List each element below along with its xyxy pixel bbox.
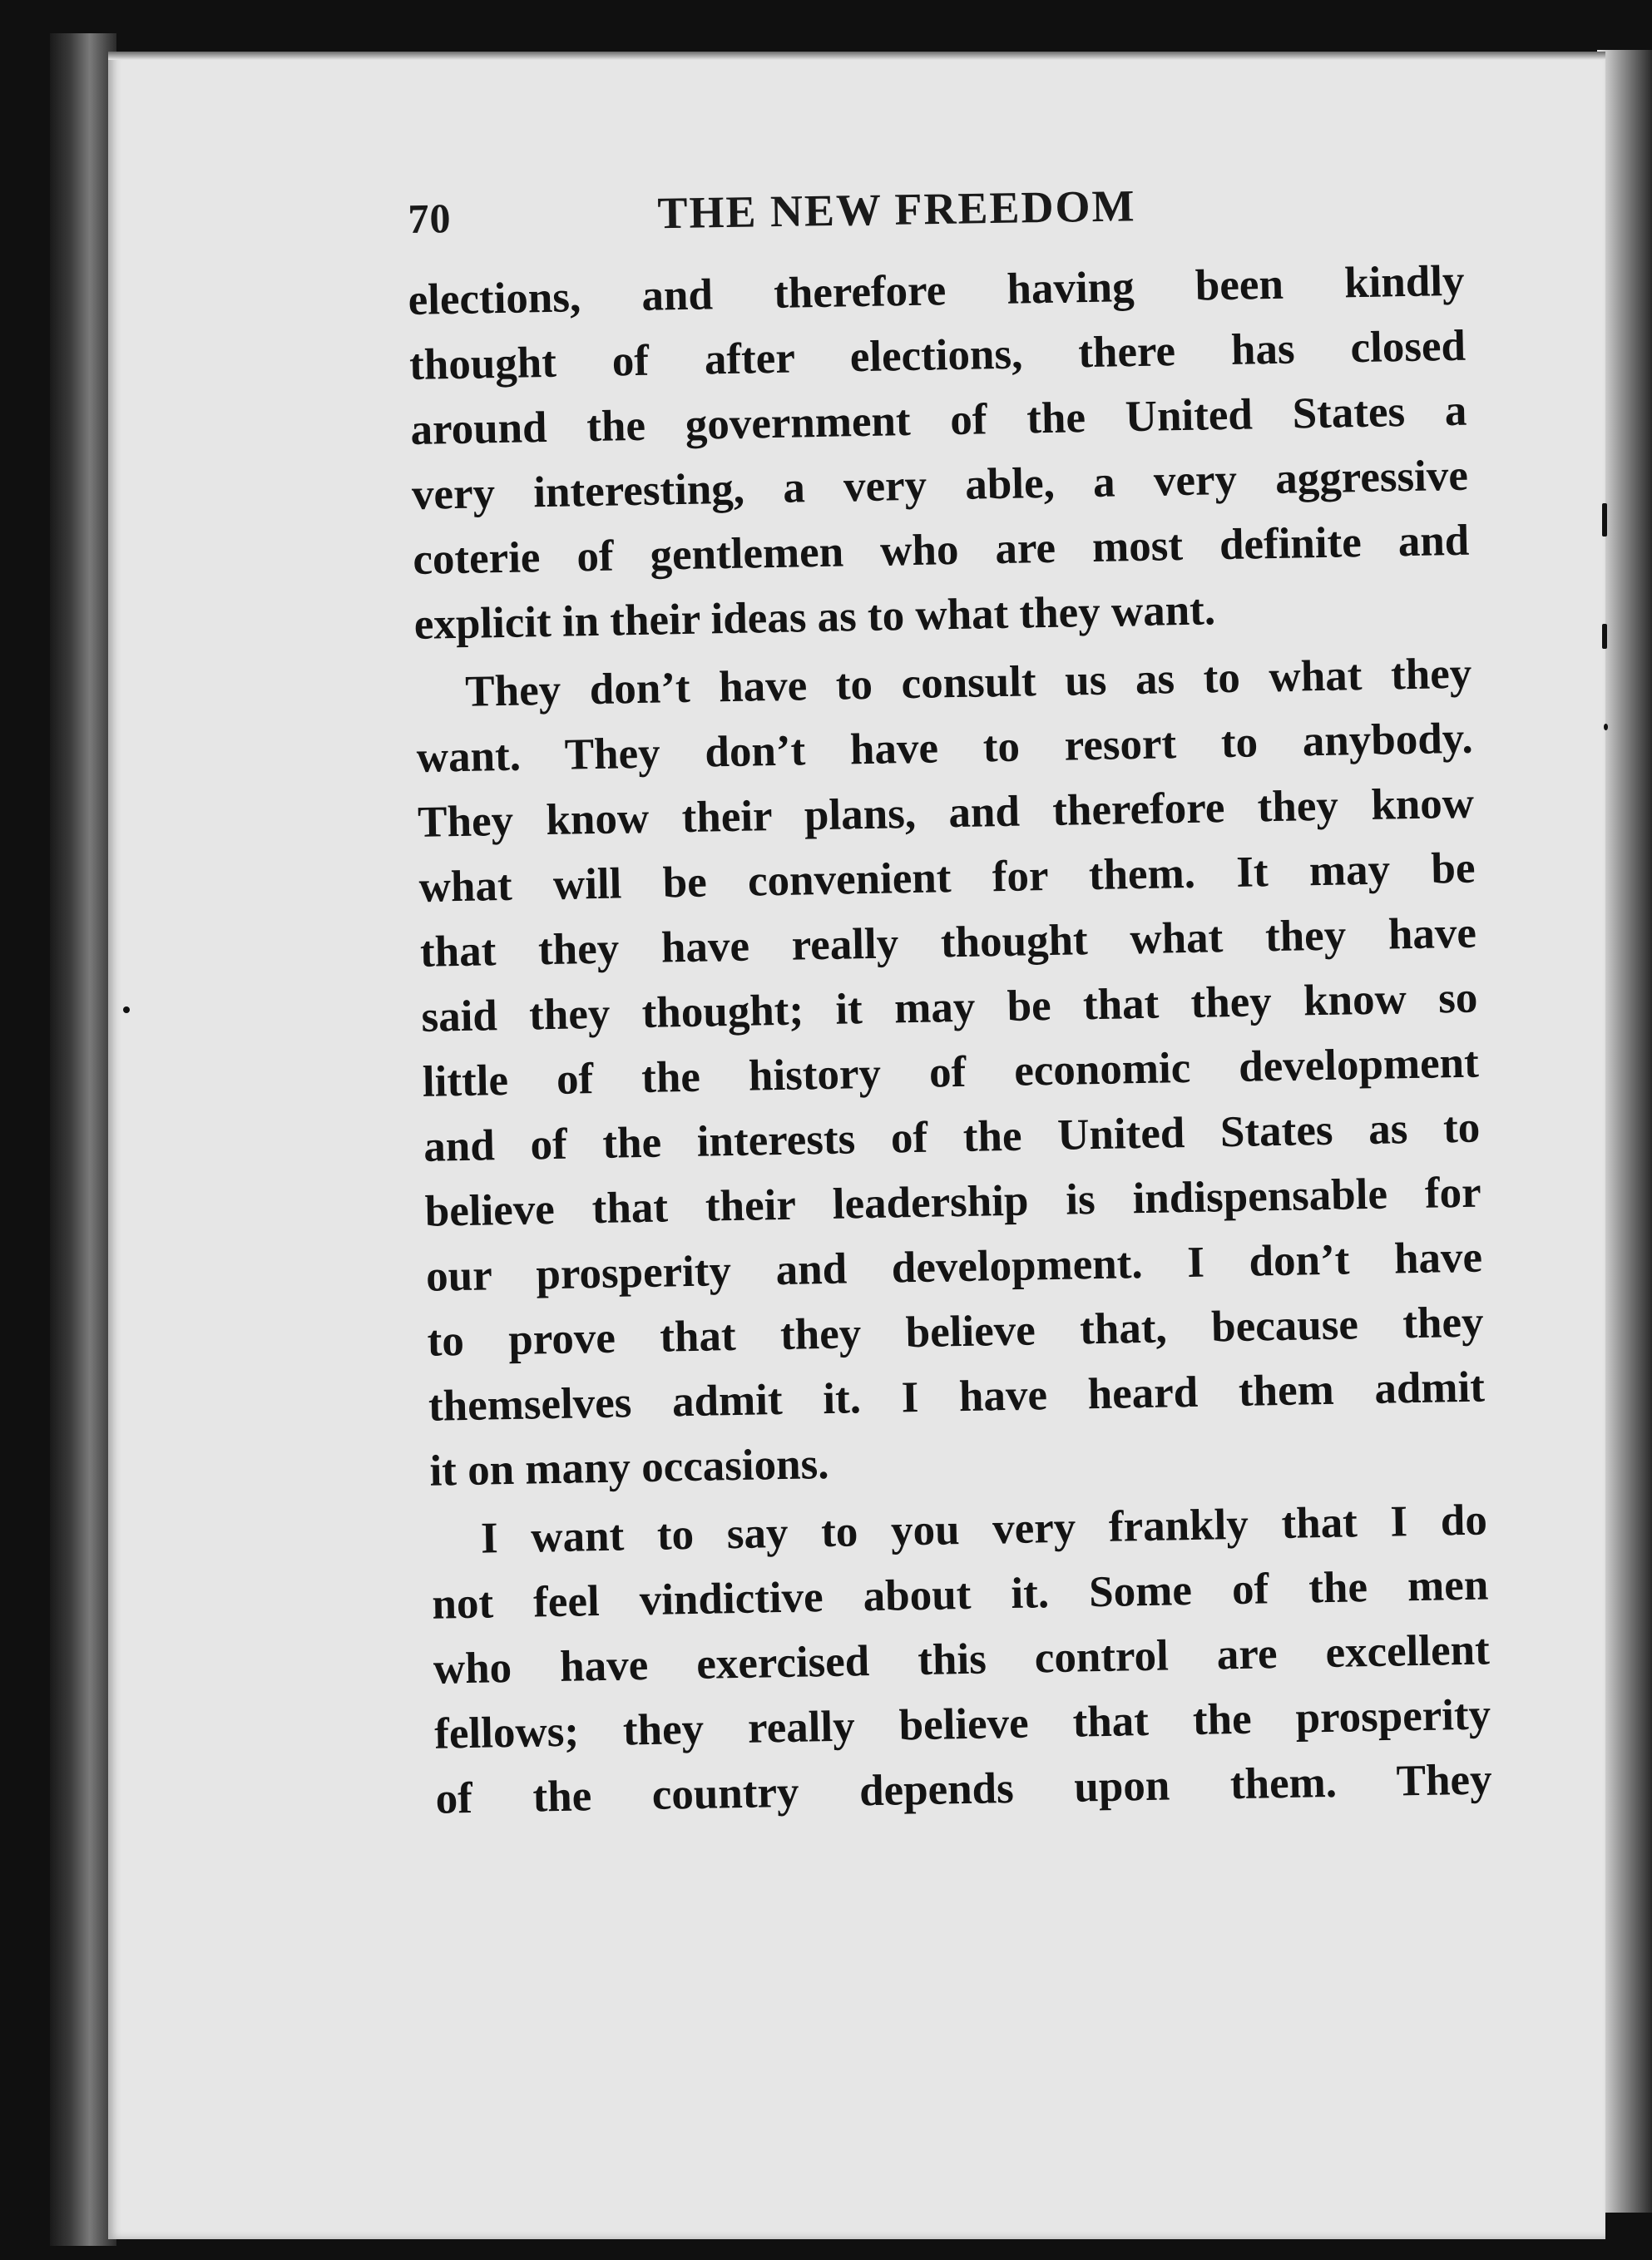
text-line: and of the interests of the United States as to	[423, 1103, 1481, 1171]
scan-mark	[1602, 624, 1607, 649]
scan-mark	[1602, 503, 1607, 537]
body-text	[408, 249, 1492, 1832]
text-line: They don’t have to consult us as to what they	[464, 649, 1472, 716]
page-top-edge	[108, 52, 1605, 60]
text-line: of the country depends upon them. They	[435, 1755, 1493, 1823]
text-line: little of the history of economic development	[422, 1038, 1480, 1106]
text-line: not feel vindictive about it. Some of the men	[431, 1560, 1489, 1629]
text-line: to prove that they believe that, because they	[427, 1298, 1484, 1366]
text-line: coterie of gentlemen who are most definite and	[412, 516, 1470, 584]
text-line: themselves admit it. I have heard them admit	[428, 1362, 1486, 1431]
text-line: what will be convenient for them. It may be	[418, 843, 1476, 912]
page-number: 70	[408, 195, 452, 242]
scan-speck	[1604, 724, 1608, 730]
text-line: want. They don’t have to resort to anybody.	[416, 714, 1474, 782]
text-line: it on many occasions.	[428, 1439, 829, 1496]
paragraph-1	[408, 249, 1471, 657]
text-line: who have exercised this control are excellent	[433, 1625, 1491, 1694]
paragraph-3	[430, 1487, 1492, 1831]
text-line: our prosperity and development. I don’t have	[425, 1233, 1483, 1301]
paragraph-2	[415, 641, 1486, 1504]
text-line: thought of after elections, there has closed	[408, 321, 1467, 389]
text-line: believe that their leadership is indispensable for	[424, 1168, 1482, 1236]
running-title: THE NEW FREEDOM	[656, 181, 1136, 239]
scan-speck	[123, 1006, 130, 1013]
text-line: elections, and therefore having been kindly	[408, 256, 1466, 324]
book-binding-left	[50, 33, 116, 2246]
text-line: very interesting, a very able, a very aggressive	[411, 451, 1469, 519]
text-line: They know their plans, and therefore they know	[417, 779, 1475, 847]
text-line: that they have really thought what they have	[419, 908, 1477, 977]
text-line: around the government of the United States a	[410, 386, 1467, 454]
text-line: explicit in their ideas as to what they want.	[413, 586, 1216, 649]
text-line: said they thought; it may be that they know so	[420, 973, 1478, 1041]
text-line: I want to say to you very frankly that I do	[480, 1496, 1488, 1563]
text-line: fellows; they really believe that the prosperity	[433, 1690, 1491, 1758]
